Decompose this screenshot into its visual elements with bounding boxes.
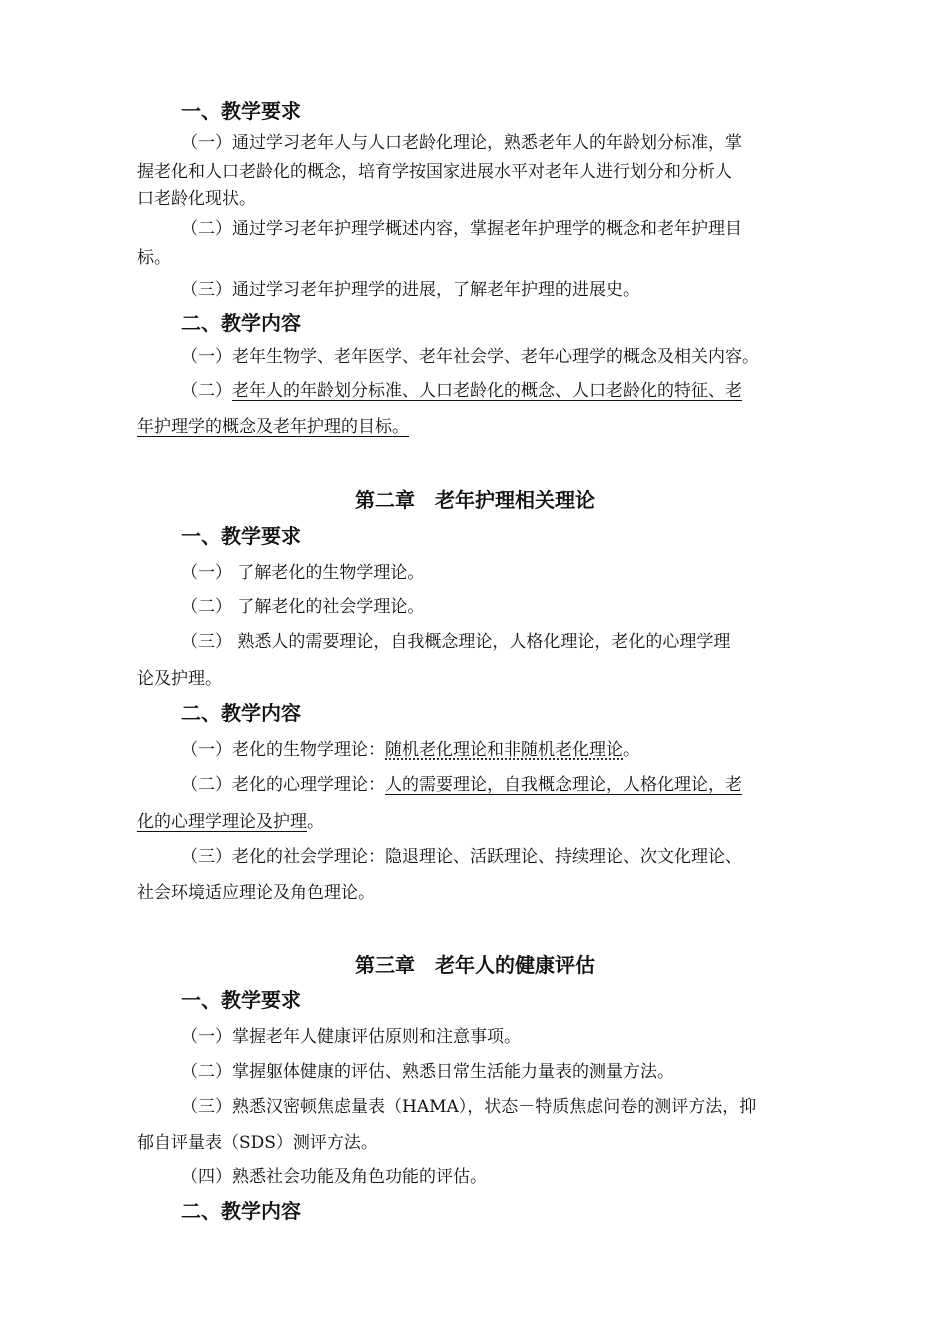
chapter-title: 第二章 老年护理相关理论 [355, 488, 595, 512]
section-heading-teaching-requirements: 一、教学要求 [181, 988, 301, 1012]
section-heading-teaching-content: 二、教学内容 [181, 1199, 301, 1223]
inline-text: （二）老化的心理学理论： [181, 775, 385, 795]
inline-text: 。 [623, 740, 640, 760]
paragraph-line: 社会环境适应理论及角色理论。 [137, 883, 375, 903]
section-heading-teaching-requirements: 一、教学要求 [181, 99, 301, 123]
paragraph-line: （一）通过学习老年人与人口老龄化理论，熟悉老年人的年龄划分标准，掌 [181, 133, 742, 153]
paragraph-line: （二） 了解老化的社会学理论。 [181, 597, 425, 617]
paragraph-line: （四）熟悉社会功能及角色功能的评估。 [181, 1167, 487, 1187]
section-heading-teaching-content: 二、教学内容 [181, 701, 301, 725]
underlined-text: 随机老化理论和非随机老化理论 [385, 740, 623, 760]
paragraph-line: （三）老化的社会学理论：隐退理论、活跃理论、持续理论、次文化理论、 [181, 847, 742, 867]
underlined-text: 化的心理学理论及护理 [137, 812, 307, 832]
list-marker: （二） [181, 381, 232, 401]
paragraph-line: （三）通过学习老年护理学的进展，了解老年护理的进展史。 [181, 280, 640, 300]
section-heading-teaching-requirements: 一、教学要求 [181, 524, 301, 548]
paragraph-line: （三）熟悉汉密顿焦虑量表（HAMA），状态－特质焦虑问卷的测评方法，抑 [181, 1097, 757, 1117]
paragraph-line: 标。 [137, 248, 171, 268]
paragraph-line: （二）掌握躯体健康的评估、熟悉日常生活能力量表的测量方法。 [181, 1062, 674, 1082]
paragraph-line: （一） 了解老化的生物学理论。 [181, 563, 425, 583]
section-heading-teaching-content: 二、教学内容 [181, 311, 301, 335]
underlined-text: 老年人的年龄划分标准、人口老龄化的概念、人口老龄化的特征、老 [232, 381, 742, 401]
paragraph-line [137, 812, 814, 832]
paragraph-line: 握老化和人口老龄化的概念，培育学按国家进展水平对老年人进行划分和分析人 [137, 162, 732, 182]
underlined-text: 人的需要理论，自我概念理论，人格化理论，老 [385, 775, 742, 795]
paragraph-line: （三） 熟悉人的需要理论，自我概念理论，人格化理论，老化的心理学理 [181, 632, 731, 652]
paragraph-line: （二）通过学习老年护理学概述内容，掌握老年护理学的概念和老年护理目 [181, 219, 742, 239]
paragraph-line: （一）老年生物学、老年医学、老年社会学、老年心理学的概念及相关内容。 [181, 347, 759, 367]
paragraph-line [137, 417, 814, 437]
inline-text: 。 [307, 812, 324, 832]
paragraph-line [181, 740, 814, 760]
chapter-title: 第三章 老年人的健康评估 [355, 953, 595, 977]
paragraph-line: 论及护理。 [137, 669, 222, 689]
paragraph-line: 口老龄化现状。 [137, 189, 256, 209]
paragraph-line [181, 381, 814, 401]
paragraph-line: （一）掌握老年人健康评估原则和注意事项。 [181, 1027, 521, 1047]
paragraph-line [181, 775, 814, 795]
paragraph-line: 郁自评量表（SDS）测评方法。 [137, 1133, 378, 1153]
inline-text: （一）老化的生物学理论： [181, 740, 385, 760]
underlined-text: 年护理学的概念及老年护理的目标。 [137, 417, 409, 437]
